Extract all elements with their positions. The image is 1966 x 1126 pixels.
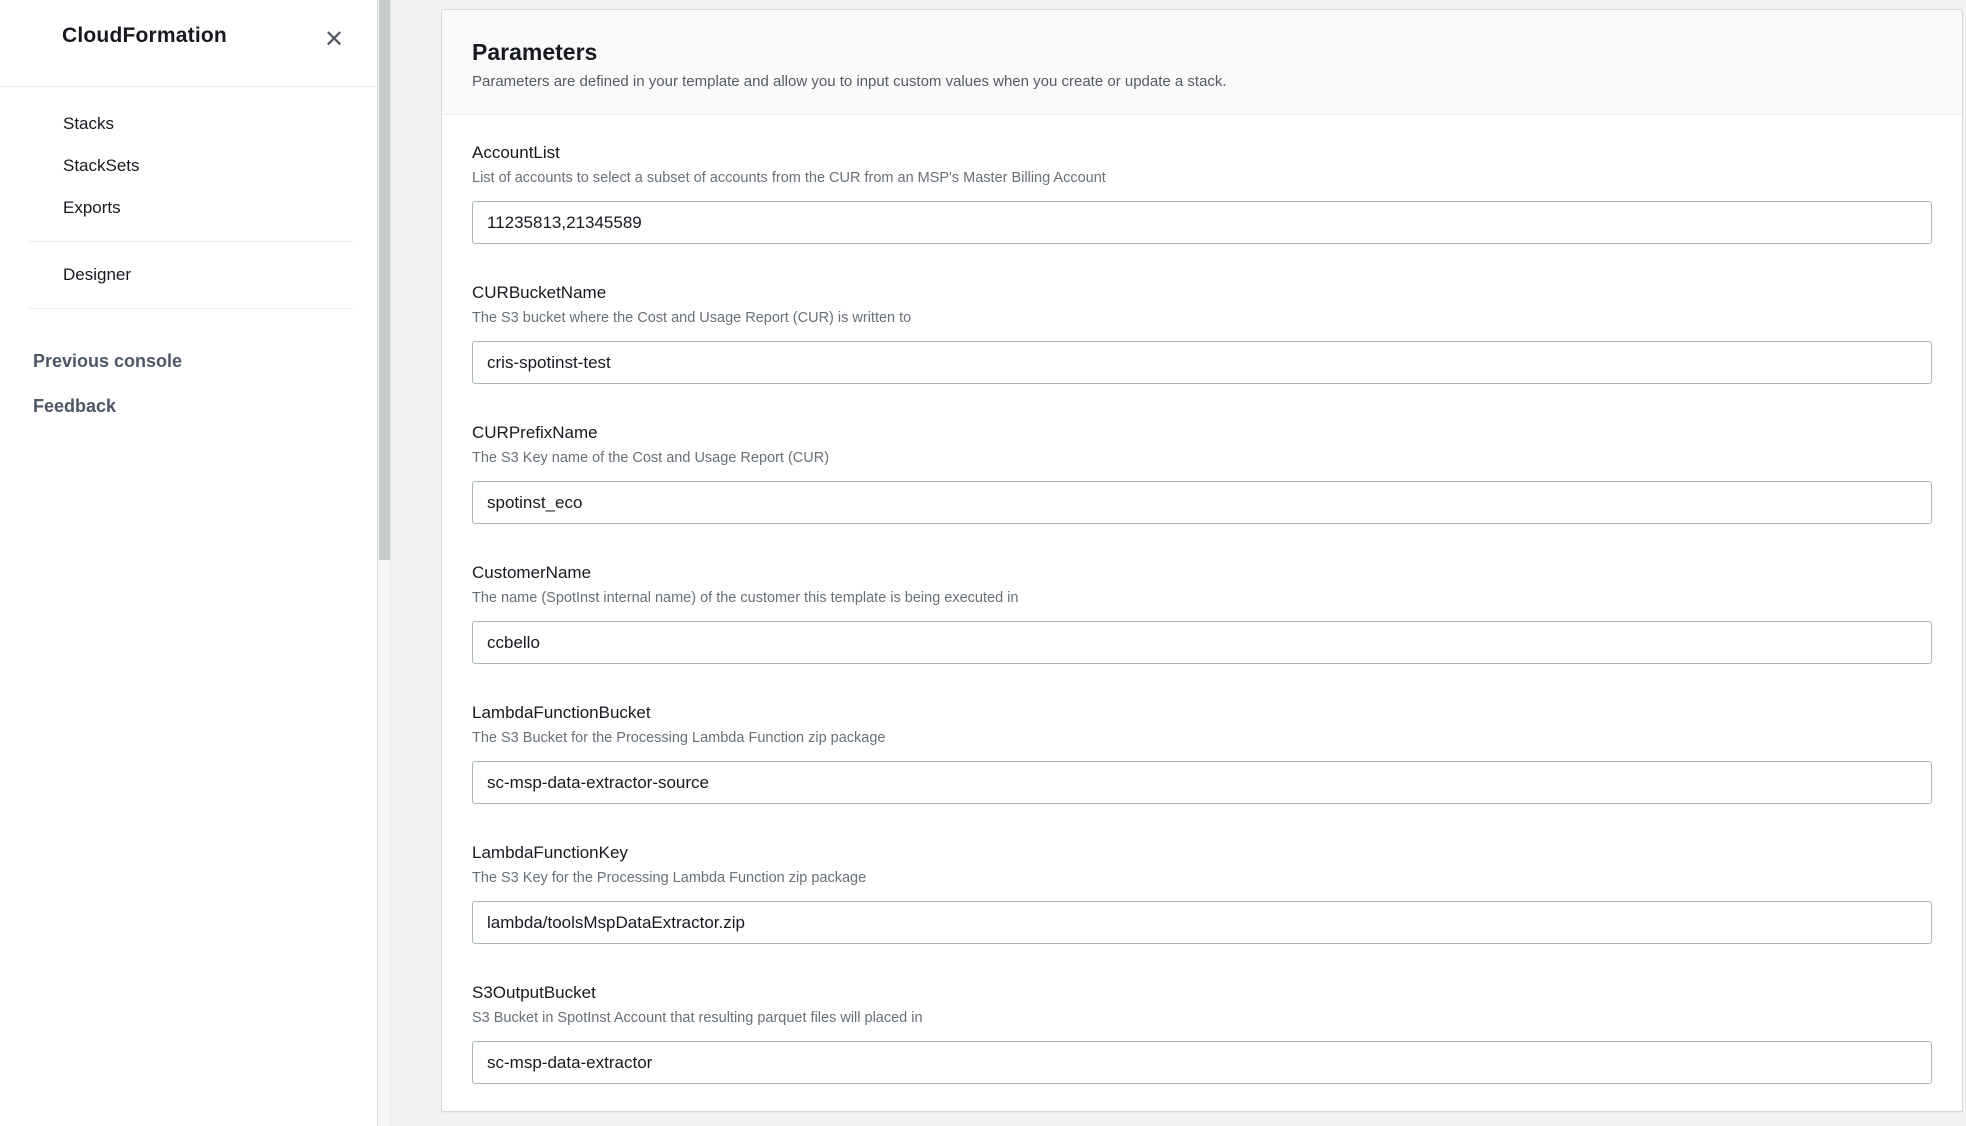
field-lambdafunctionkey-label: LambdaFunctionKey bbox=[472, 843, 628, 862]
field-curprefixname-label: CURPrefixName bbox=[472, 423, 598, 442]
sidebar-scrollbar-track[interactable] bbox=[378, 0, 391, 1126]
field-curprefixname-description: The S3 Key name of the Cost and Usage Report (CUR) bbox=[472, 450, 830, 466]
parameters-form bbox=[442, 115, 1962, 1119]
field-lambdafunctionbucket-label: LambdaFunctionBucket bbox=[472, 703, 651, 722]
field-curbucketname-description: The S3 bucket where the Cost and Usage Report (CUR) is written to bbox=[472, 310, 912, 326]
page-description: Parameters are defined in your template and allow you to input custom values when you create or update a stack. bbox=[472, 73, 1227, 90]
field-customername-label: CustomerName bbox=[472, 563, 592, 582]
field-lambdafunctionkey-input[interactable] bbox=[472, 901, 1932, 944]
field-s3outputbucket bbox=[472, 983, 1932, 1084]
field-curprefixname bbox=[472, 423, 1932, 524]
sidebar-item-designer-link[interactable]: Designer bbox=[63, 265, 132, 284]
field-accountlist-label: AccountList bbox=[472, 143, 560, 162]
previous-console-link[interactable]: Previous console bbox=[33, 351, 183, 371]
page-title: Parameters bbox=[472, 39, 598, 65]
field-customername bbox=[472, 563, 1932, 664]
sidebar-item-stacksets-link[interactable]: StackSets bbox=[63, 156, 140, 175]
sidebar-title: CloudFormation bbox=[62, 24, 227, 47]
cloudformation-sidebar bbox=[0, 0, 378, 1126]
field-lambdafunctionkey-description: The S3 Key for the Processing Lambda Function zip package bbox=[472, 870, 867, 886]
field-s3outputbucket-input[interactable] bbox=[472, 1041, 1932, 1084]
field-curbucketname-label: CURBucketName bbox=[472, 283, 607, 302]
sidebar-divider bbox=[28, 308, 353, 309]
field-lambdafunctionbucket-input[interactable] bbox=[472, 761, 1932, 804]
sidebar-nav-secondary bbox=[0, 254, 377, 296]
sidebar-item-stacks[interactable] bbox=[0, 103, 377, 145]
sidebar-item-stacksets[interactable] bbox=[0, 145, 377, 187]
field-s3outputbucket-label: S3OutputBucket bbox=[472, 983, 596, 1002]
sidebar-item-exports-link[interactable]: Exports bbox=[63, 198, 121, 217]
sidebar-item-designer[interactable] bbox=[0, 254, 377, 296]
field-curprefixname-input[interactable] bbox=[472, 481, 1932, 524]
field-lambdafunctionbucket-description: The S3 Bucket for the Processing Lambda Function zip package bbox=[472, 730, 886, 746]
sidebar-item-exports[interactable] bbox=[0, 187, 377, 229]
parameters-panel bbox=[441, 9, 1963, 1112]
field-s3outputbucket-description: S3 Bucket in SpotInst Account that resulting parquet files will placed in bbox=[472, 1010, 923, 1026]
feedback-link[interactable]: Feedback bbox=[33, 396, 117, 416]
sidebar-footer bbox=[0, 339, 377, 429]
field-customername-description: The name (SpotInst internal name) of the customer this template is being executed in bbox=[472, 590, 1019, 606]
sidebar-nav bbox=[0, 87, 377, 229]
field-accountlist bbox=[472, 143, 1932, 244]
sidebar-header bbox=[0, 0, 377, 87]
field-customername-input[interactable] bbox=[472, 621, 1932, 664]
field-lambdafunctionbucket bbox=[472, 703, 1932, 804]
field-lambdafunctionkey bbox=[472, 843, 1932, 944]
field-accountlist-description: List of accounts to select a subset of accounts from the CUR from an MSP's Master Billing Account bbox=[472, 170, 1106, 186]
sidebar-scrollbar-thumb[interactable] bbox=[379, 0, 390, 560]
parameters-panel-header bbox=[442, 10, 1962, 115]
field-curbucketname bbox=[472, 283, 1932, 384]
sidebar-divider bbox=[28, 241, 353, 242]
close-icon[interactable]: ✕ bbox=[318, 24, 350, 56]
field-accountlist-input[interactable] bbox=[472, 201, 1932, 244]
sidebar-item-stacks-link[interactable]: Stacks bbox=[63, 114, 115, 133]
field-curbucketname-input[interactable] bbox=[472, 341, 1932, 384]
